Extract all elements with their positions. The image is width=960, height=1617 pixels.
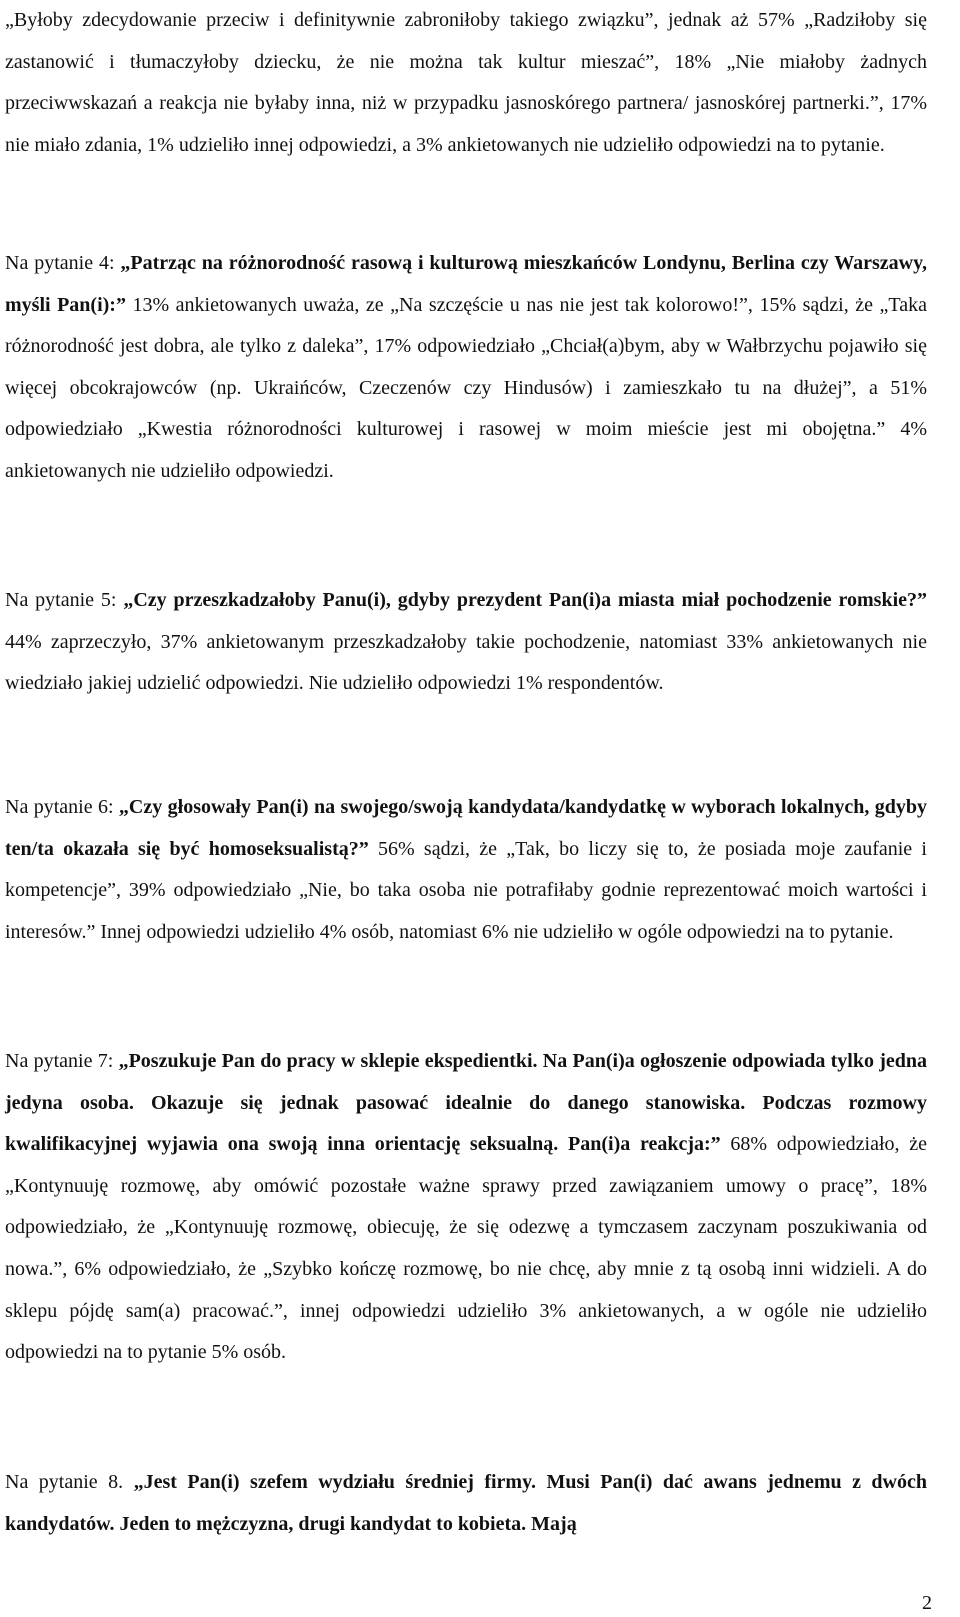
question-text: „Poszukuje Pan do pracy w sklepie ekspedientki. Na Pan(i)a ogłoszenie odpowiada tylko jedna jedyna osoba. Okazuje się jednak pasować idealnie do danego stanowiska. Podczas rozmowy kwalifikacyjnej wyjawia ona swoją inna orientację seksualną. Pan(i)a reakcja:”	[5, 1050, 927, 1156]
answer-text: 44% zaprzeczyło, 37% ankietowanym przeszkadzałoby takie pochodzenie, natomiast 33% ankietowanych nie wiedziało jakiej udzielić odpowiedzi. Nie udzieliło odpowiedzi 1% respondentów.	[5, 630, 927, 695]
paragraph-question-3-results	[5, 0, 927, 166]
answer-text: 68% odpowiedziało, że „Kontynuuję rozmowę, aby omówić pozostałe ważne sprawy przed zawiązaniem umowy o pracę”, 18% odpowiedziało, że „Kontynuuję rozmowę, obiecuję, że się odezwę a tymczasem zaczynam poszukiwania od nowa.”, 6% odpowiedziało, że „Szybko kończę rozmowę, bo nie chcę, aby mnie z tą osobą inni widzieli. A do sklepu pójdę sam(a) pracować.”, innej odpowiedzi udzieliło 3% ankietowanych, a w ogóle nie udzieliło odpowiedzi na to pytanie 5% osób.	[5, 1133, 927, 1364]
paragraph-text: „Byłoby zdecydowanie przeciw i definitywnie zabroniłoby takiego związku”, jednak aż 57% „Radziłoby się zastanowić i tłumaczyłoby dziecku, że nie można tak kultur mieszać”, 18% „Nie miałoby żadnych przeciwwskazań a reakcja nie byłaby inna, niż w przypadku jasnoskórego partnera/ jasnoskórej partnerki.”, 17% nie miało zdania, 1% udzieliło innej odpowiedzi, a 3% ankietowanych nie udzieliło odpowiedzi na to pytanie.	[5, 9, 927, 156]
question-text: „Czy głosowały Pan(i) na swojego/swoją kandydata/kandydatkę w wyborach lokalnych, gdyby ten/ta okazała się być homoseksualistą?”	[5, 796, 927, 860]
question-text: „Patrząc na różnorodność rasową i kulturową mieszkańców Londynu, Berlina czy Warszawy, myśli Pan(i):”	[5, 252, 927, 316]
question-lead: Na pytanie 7:	[5, 1050, 119, 1072]
paragraph-question-7	[5, 1041, 927, 1374]
paragraph-question-8	[5, 1462, 927, 1545]
paragraph-question-4	[5, 243, 927, 493]
paragraph-question-6	[5, 787, 927, 953]
question-lead: Na pytanie 5:	[5, 589, 124, 611]
question-text: „Czy przeszkadzałoby Panu(i), gdyby prezydent Pan(i)a miasta miał pochodzenie romskie?”	[123, 589, 927, 611]
page-number: 2	[922, 1592, 932, 1614]
paragraph-question-5	[5, 580, 927, 705]
question-lead: Na pytanie 6:	[5, 796, 119, 818]
question-lead: Na pytanie 4:	[5, 252, 121, 274]
question-text: „Jest Pan(i) szefem wydziału średniej firmy. Musi Pan(i) dać awans jednemu z dwóch kandydatów. Jeden to mężczyzna, drugi kandydat to kobieta. Mają	[5, 1471, 928, 1535]
question-lead: Na pytanie 8.	[5, 1471, 134, 1493]
answer-text: 13% ankietowanych uważa, ze „Na szczęście u nas nie jest tak kolorowo!”, 15% sądzi, że „Taka różnorodność jest dobra, ale tylko z daleka”, 17% odpowiedziało „Chciał(a)bym, aby w Wałbrzychu pojawiło się więcej obcokrajowców (np. Ukraińców, Czeczenów czy Hindusów) i zamieszkało tu na dłużej”, a 51% odpowiedziało „Kwestia różnorodności kulturowej i rasowej w moim mieście jest mi obojętna.” 4% ankietowanych nie udzieliło odpowiedzi.	[5, 293, 928, 482]
answer-text: 56% sądzi, że „Tak, bo liczy się to, że posiada moje zaufanie i kompetencje”, 39% odpowiedziało „Nie, bo taka osoba nie potrafiłaby godnie reprezentować moich wartości i interesów.” Innej odpowiedzi udzieliło 4% osób, natomiast 6% nie udzieliło w ogóle odpowiedzi na to pytanie.	[5, 837, 927, 943]
